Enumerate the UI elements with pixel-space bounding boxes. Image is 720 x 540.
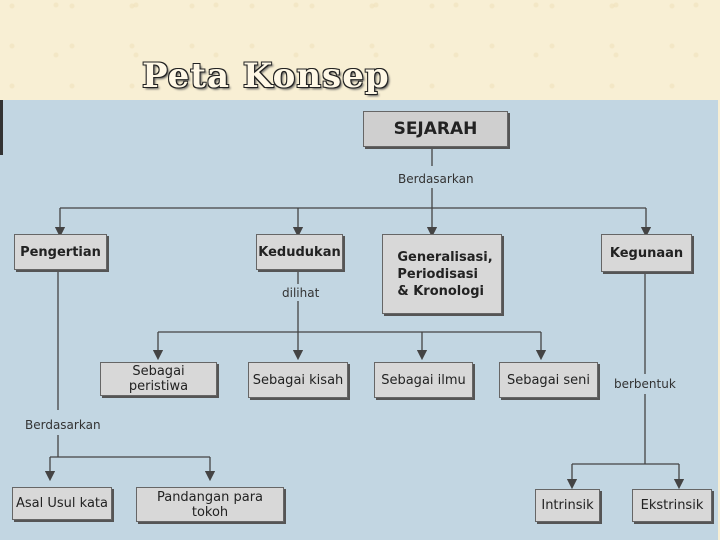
- slide-title: Peta Konsep: [142, 56, 390, 96]
- node-ekstrinsik: Ekstrinsik: [632, 489, 712, 522]
- node-intrinsik: Intrinsik: [535, 489, 600, 522]
- label-pengertian-berdasarkan: Berdasarkan: [25, 418, 101, 432]
- node-generalisasi: Generalisasi, Periodisasi & Kronologi: [382, 234, 502, 314]
- connector-lines: [0, 100, 718, 540]
- node-kisah: Sebagai kisah: [248, 362, 348, 398]
- node-pengertian: Pengertian: [14, 234, 107, 270]
- node-kegunaan: Kegunaan: [601, 234, 692, 272]
- node-ilmu: Sebagai ilmu: [374, 362, 473, 398]
- concept-map: [0, 100, 718, 540]
- diagram-left-edge: [0, 100, 3, 155]
- node-seni: Sebagai seni: [499, 362, 598, 398]
- label-berbentuk: berbentuk: [614, 377, 676, 391]
- node-asal-usul-kata: Asal Usul kata: [12, 487, 112, 520]
- node-sejarah: SEJARAH: [363, 111, 508, 147]
- label-dilihat: dilihat: [282, 286, 320, 300]
- node-pandangan-para-tokoh: Pandangan para tokoh: [136, 487, 284, 522]
- node-kedudukan: Kedudukan: [256, 234, 343, 270]
- label-root-berdasarkan: Berdasarkan: [398, 172, 474, 186]
- node-peristiwa: Sebagai peristiwa: [100, 362, 217, 396]
